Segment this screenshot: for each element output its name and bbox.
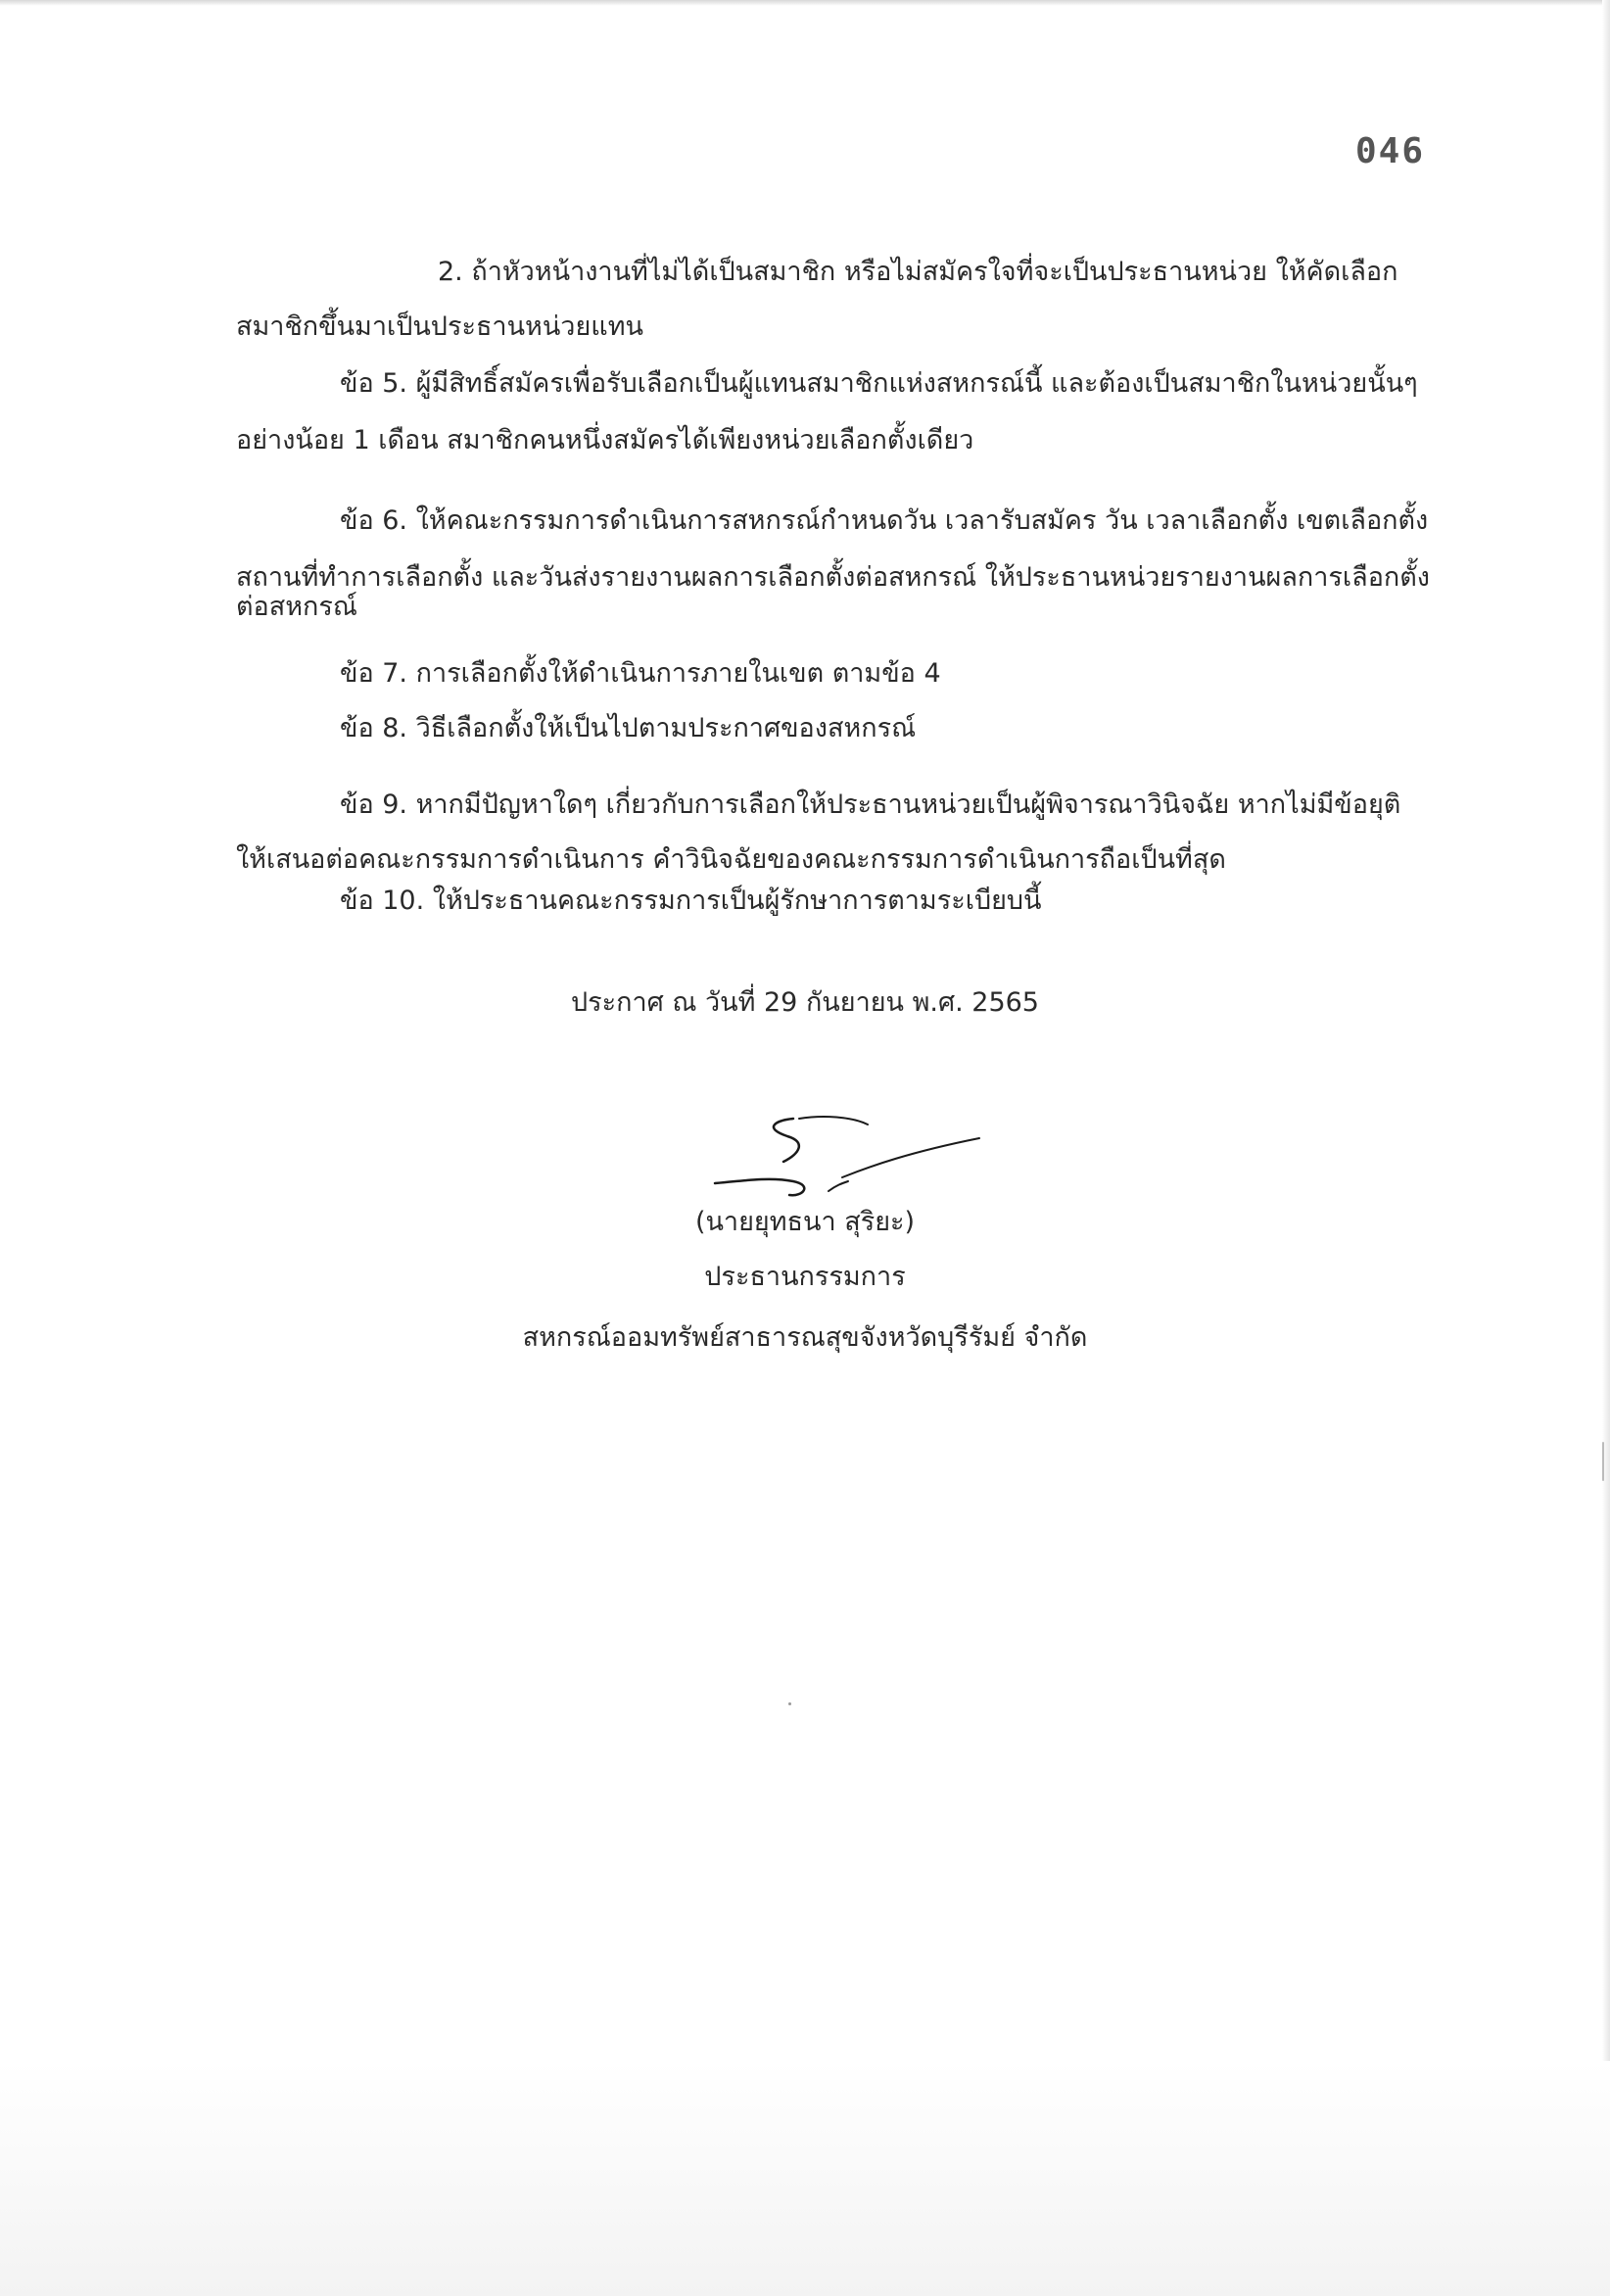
clause-7: ข้อ 7. การเลือกตั้งให้ดำเนินการภายในเขต ตามข้อ 4 bbox=[340, 658, 941, 689]
announcement-date: ประกาศ ณ วันที่ 29 กันยายน พ.ศ. 2565 bbox=[571, 987, 1039, 1018]
signatory-position: ประธานกรรมการ bbox=[704, 1262, 906, 1292]
signatory-name: (นายยุทธนา สุริยะ) bbox=[694, 1207, 916, 1237]
scan-edge-right bbox=[1602, 0, 1610, 2296]
clause-8: ข้อ 8. วิธีเลือกตั้งให้เป็นไปตามประกาศของสหกรณ์ bbox=[340, 713, 917, 743]
clause-9-line-2: ให้เสนอต่อคณะกรรมการดำเนินการ คำวินิจฉัยของคณะกรรมการดำเนินการถือเป็นที่สุด bbox=[236, 844, 1226, 875]
scan-speck bbox=[788, 1702, 791, 1705]
paragraph-2-line-2: สมาชิกขึ้นมาเป็นประธานหน่วยแทน bbox=[236, 311, 643, 342]
clause-9-line-1: ข้อ 9. หากมีปัญหาใดๆ เกี่ยวกับการเลือกให้ประธานหน่วยเป็นผู้พิจารณาวินิจฉัย หากไม่มีข้อยุติ bbox=[340, 789, 1401, 820]
signatory-organization: สหกรณ์ออมทรัพย์สาธารณสุขจังหวัดบุรีรัมย์ จำกัด bbox=[522, 1322, 1088, 1353]
clause-6-line-3: ต่อสหกรณ์ bbox=[236, 592, 357, 622]
signature-image bbox=[705, 1101, 999, 1209]
clause-10: ข้อ 10. ให้ประธานคณะกรรมการเป็นผู้รักษาการตามระเบียบนี้ bbox=[340, 885, 1042, 916]
clause-5-line-2: อย่างน้อย 1 เดือน สมาชิกคนหนึ่งสมัครได้เพียงหน่วยเลือกตั้งเดียว bbox=[236, 425, 974, 455]
clause-6-line-1: ข้อ 6. ให้คณะกรรมการดำเนินการสหกรณ์กำหนดวัน เวลารับสมัคร วัน เวลาเลือกตั้ง เขตเลือกตั้ง bbox=[340, 505, 1429, 536]
page-number: 046 bbox=[1355, 131, 1426, 171]
paragraph-2-line-1: 2. ถ้าหัวหน้างานที่ไม่ได้เป็นสมาชิก หรือไม่สมัครใจที่จะเป็นประธานหน่วย ให้คัดเลือก bbox=[438, 257, 1398, 287]
scan-edge-bottom bbox=[0, 2061, 1610, 2296]
scan-mark bbox=[1602, 1442, 1604, 1481]
clause-5-line-1: ข้อ 5. ผู้มีสิทธิ์สมัครเพื่อรับเลือกเป็นผู้แทนสมาชิกแห่งสหกรณ์นี้ และต้องเป็นสมาชิกในหน่วยนั้นๆ bbox=[340, 368, 1418, 399]
clause-6-line-2: สถานที่ทำการเลือกตั้ง และวันส่งรายงานผลการเลือกตั้งต่อสหกรณ์ ให้ประธานหน่วยรายงานผลการเลือกตั้ง bbox=[236, 562, 1430, 593]
scan-edge-top bbox=[0, 0, 1610, 6]
